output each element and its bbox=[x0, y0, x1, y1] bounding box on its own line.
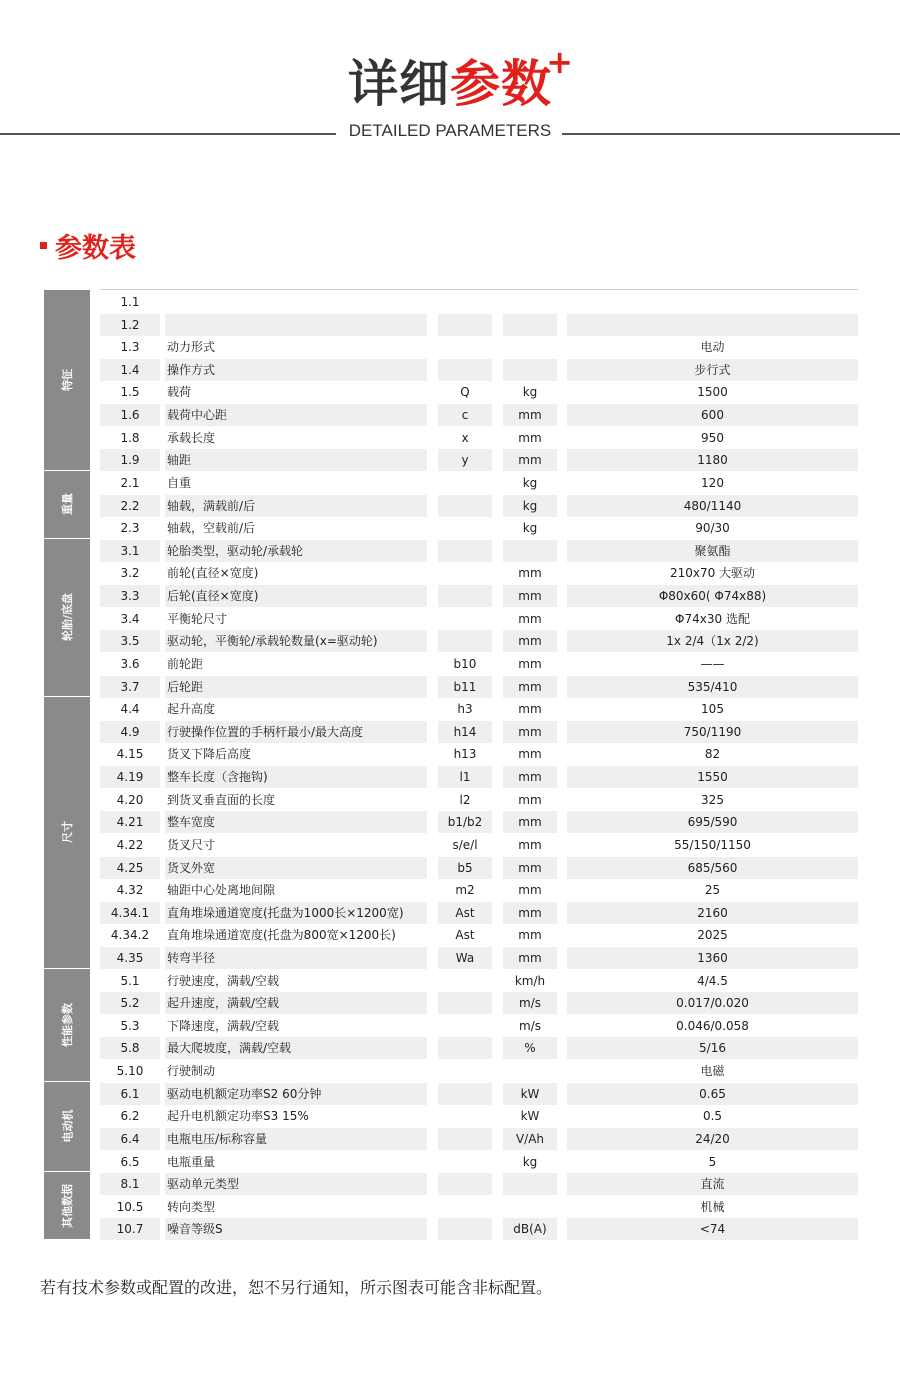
param-description-cell: 承载长度 bbox=[167, 430, 216, 445]
param-value-cell: 1180 bbox=[567, 449, 858, 471]
param-number-cell: 4.19 bbox=[100, 766, 160, 788]
table-top-rule bbox=[100, 289, 858, 290]
param-symbol-cell bbox=[438, 992, 492, 1014]
param-description-cell: 噪音等级S bbox=[165, 1218, 427, 1240]
category-block bbox=[44, 1172, 90, 1239]
param-symbol-cell bbox=[438, 608, 492, 630]
param-description-cell: 后轮距 bbox=[165, 676, 427, 698]
param-description-cell: 起升电机额定功率S3 15% bbox=[167, 1109, 309, 1124]
page-title bbox=[348, 43, 574, 116]
param-symbol-cell bbox=[438, 1218, 492, 1240]
table-row bbox=[100, 404, 858, 426]
param-number-cell: 4.34.2 bbox=[110, 928, 150, 943]
param-symbol-cell: x bbox=[461, 430, 469, 445]
param-value-cell: 25 bbox=[704, 883, 721, 898]
param-value-cell: 0.046/0.058 bbox=[676, 1018, 749, 1033]
param-number-cell: 3.6 bbox=[120, 656, 140, 671]
param-symbol-cell: Wa bbox=[438, 947, 492, 969]
param-unit-cell bbox=[503, 540, 557, 562]
param-value-cell: 82 bbox=[704, 747, 721, 762]
param-number-cell: 5.1 bbox=[120, 973, 140, 988]
param-symbol-cell bbox=[438, 1060, 492, 1082]
param-number-cell: 6.2 bbox=[120, 1109, 140, 1124]
param-symbol-cell bbox=[438, 1196, 492, 1218]
param-value-cell: 950 bbox=[701, 430, 724, 445]
param-description-cell: 驱动单元类型 bbox=[165, 1173, 427, 1195]
table-row bbox=[100, 698, 858, 720]
param-symbol-cell: h14 bbox=[438, 721, 492, 743]
table-row bbox=[100, 1083, 858, 1105]
table-row bbox=[100, 766, 858, 788]
table-row bbox=[100, 947, 858, 969]
category-label: 性能参数 bbox=[61, 1002, 74, 1047]
param-number-cell: 4.15 bbox=[116, 747, 144, 762]
param-symbol-cell bbox=[438, 1015, 492, 1037]
param-description-cell bbox=[165, 291, 427, 313]
param-value-cell: 直流 bbox=[567, 1173, 858, 1195]
param-value-cell: 1360 bbox=[567, 947, 858, 969]
param-symbol-cell: h13 bbox=[453, 747, 477, 762]
param-symbol-cell: Ast bbox=[455, 928, 475, 943]
param-number-cell: 1.9 bbox=[100, 449, 160, 471]
table-row bbox=[100, 902, 858, 924]
param-description-cell: 转弯半径 bbox=[165, 947, 427, 969]
param-symbol-cell bbox=[438, 291, 492, 313]
param-symbol-cell bbox=[438, 1037, 492, 1059]
param-description-cell: 电瓶电压/标称容量 bbox=[165, 1128, 427, 1150]
param-unit-cell: m/s bbox=[503, 992, 557, 1014]
param-unit-cell: kg bbox=[522, 385, 538, 400]
table-row bbox=[100, 789, 858, 811]
param-value-cell: 0.5 bbox=[702, 1109, 723, 1124]
table-row bbox=[100, 834, 858, 856]
category-block bbox=[44, 969, 90, 1081]
table-row bbox=[100, 562, 858, 584]
param-symbol-cell: b11 bbox=[438, 676, 492, 698]
param-unit-cell: mm bbox=[503, 585, 557, 607]
table-row bbox=[100, 1173, 858, 1195]
category-block bbox=[44, 1082, 90, 1171]
param-value-cell: 2025 bbox=[697, 928, 728, 943]
param-unit-cell: mm bbox=[518, 611, 542, 626]
param-unit-cell: kg bbox=[503, 495, 557, 517]
param-value-cell: <74 bbox=[567, 1218, 858, 1240]
param-unit-cell: kW bbox=[503, 1083, 557, 1105]
table-row bbox=[100, 1218, 858, 1240]
param-value-cell: 1x 2/4（1x 2/2) bbox=[567, 630, 858, 652]
param-unit-cell: km/h bbox=[514, 973, 546, 988]
param-number-cell: 4.34.1 bbox=[100, 902, 160, 924]
table-row bbox=[100, 495, 858, 517]
param-unit-cell: mm bbox=[503, 404, 557, 426]
param-description-cell: 轴载，满载前/后 bbox=[165, 495, 427, 517]
param-value-cell: 600 bbox=[567, 404, 858, 426]
param-description-cell: 电瓶重量 bbox=[167, 1154, 216, 1169]
param-description-cell: 货叉外宽 bbox=[165, 857, 427, 879]
category-label: 特征 bbox=[61, 368, 74, 391]
param-description-cell: 前轮距 bbox=[167, 656, 204, 671]
footer-note: 若有技术参数或配置的改进，恕不另行通知，所示图表可能含非标配置。 bbox=[40, 1278, 553, 1297]
param-unit-cell: mm bbox=[518, 928, 542, 943]
param-value-cell: 210x70 大驱动 bbox=[669, 566, 756, 581]
param-unit-cell: mm bbox=[503, 902, 557, 924]
param-description-cell: 载荷 bbox=[167, 385, 192, 400]
param-value-cell: 5/16 bbox=[567, 1037, 858, 1059]
param-unit-cell: % bbox=[503, 1037, 557, 1059]
param-value-cell: 695/590 bbox=[567, 811, 858, 833]
param-unit-cell: kW bbox=[520, 1109, 540, 1124]
param-symbol-cell: c bbox=[438, 404, 492, 426]
param-unit-cell bbox=[503, 1060, 557, 1082]
table-row bbox=[100, 585, 858, 607]
param-description-cell: 操作方式 bbox=[165, 359, 427, 381]
param-unit-cell: V/Ah bbox=[503, 1128, 557, 1150]
category-label: 轮胎/底盘 bbox=[61, 593, 74, 642]
plus-icon: + bbox=[546, 43, 574, 81]
param-unit-cell: mm bbox=[518, 656, 542, 671]
param-description-cell: 行驶操作位置的手柄杆最小/最大高度 bbox=[165, 721, 427, 743]
param-unit-cell: mm bbox=[518, 883, 542, 898]
param-unit-cell: mm bbox=[503, 676, 557, 698]
table-row bbox=[100, 992, 858, 1014]
param-unit-cell: mm bbox=[518, 792, 542, 807]
param-symbol-cell bbox=[438, 1128, 492, 1150]
table-row bbox=[100, 630, 858, 652]
param-value-cell: 55/150/1150 bbox=[674, 837, 751, 852]
param-symbol-cell: b10 bbox=[453, 656, 477, 671]
param-value-cell: 120 bbox=[701, 475, 724, 490]
param-description-cell: 整车宽度 bbox=[165, 811, 427, 833]
param-value-cell: 0.65 bbox=[567, 1083, 858, 1105]
param-unit-cell bbox=[503, 1173, 557, 1195]
category-label: 电动机 bbox=[61, 1109, 74, 1143]
param-description-cell: 行驶速度，满载/空载 bbox=[167, 973, 280, 988]
table-row bbox=[100, 653, 858, 675]
param-number-cell: 1.4 bbox=[100, 359, 160, 381]
param-symbol-cell bbox=[438, 970, 492, 992]
param-symbol-cell bbox=[438, 314, 492, 336]
param-description-cell: 转向类型 bbox=[167, 1199, 216, 1214]
param-symbol-cell: m2 bbox=[455, 883, 475, 898]
param-description-cell: 载荷中心距 bbox=[165, 404, 427, 426]
title-dark-part: 详细 bbox=[348, 55, 450, 113]
table-row bbox=[100, 291, 858, 313]
param-value-cell: 685/560 bbox=[567, 857, 858, 879]
param-unit-cell bbox=[503, 291, 557, 313]
param-number-cell: 3.4 bbox=[120, 611, 140, 626]
table-row bbox=[100, 1015, 858, 1037]
param-description-cell: 到货叉垂直面的长度 bbox=[167, 792, 276, 807]
table-row bbox=[100, 608, 858, 630]
table-row bbox=[100, 1060, 858, 1082]
param-symbol-cell: Q bbox=[460, 385, 470, 400]
param-description-cell: 前轮(直径×宽度) bbox=[167, 566, 259, 581]
table-row bbox=[100, 1128, 858, 1150]
table-row bbox=[100, 540, 858, 562]
param-description-cell: 驱动电机额定功率S2 60分钟 bbox=[165, 1083, 427, 1105]
page-header bbox=[0, 43, 900, 116]
param-number-cell: 10.5 bbox=[116, 1199, 144, 1214]
param-value-cell: Φ74x30 选配 bbox=[675, 611, 750, 626]
table-row bbox=[100, 676, 858, 698]
param-unit-cell bbox=[503, 314, 557, 336]
param-description-cell: 轮胎类型，驱动轮/承载轮 bbox=[165, 540, 427, 562]
param-symbol-cell bbox=[438, 630, 492, 652]
param-number-cell: 1.3 bbox=[120, 340, 140, 355]
param-value-cell: 750/1190 bbox=[567, 721, 858, 743]
param-symbol-cell bbox=[438, 1083, 492, 1105]
table-row bbox=[100, 472, 858, 494]
param-number-cell: 6.4 bbox=[100, 1128, 160, 1150]
param-number-cell: 4.9 bbox=[100, 721, 160, 743]
param-symbol-cell bbox=[438, 562, 492, 584]
param-symbol-cell bbox=[438, 1173, 492, 1195]
param-unit-cell: mm bbox=[503, 857, 557, 879]
param-unit-cell: mm bbox=[518, 566, 542, 581]
category-label: 重量 bbox=[61, 493, 74, 516]
param-unit-cell: mm bbox=[503, 766, 557, 788]
param-symbol-cell bbox=[438, 517, 492, 539]
param-description-cell: 货叉尺寸 bbox=[167, 837, 216, 852]
param-number-cell: 1.6 bbox=[100, 404, 160, 426]
param-number-cell: 5.3 bbox=[120, 1018, 140, 1033]
param-value-cell: Φ80x60( Φ74x88) bbox=[567, 585, 858, 607]
table-row bbox=[100, 336, 858, 358]
table-row bbox=[100, 314, 858, 336]
param-value-cell: 步行式 bbox=[567, 359, 858, 381]
param-symbol-cell bbox=[438, 540, 492, 562]
section-heading bbox=[40, 226, 136, 265]
param-description-cell: 直角堆垛通道宽度(托盘为1000长×1200宽) bbox=[165, 902, 427, 924]
param-symbol-cell: Ast bbox=[438, 902, 492, 924]
param-number-cell: 5.10 bbox=[116, 1064, 144, 1079]
param-unit-cell bbox=[503, 359, 557, 381]
param-value-cell bbox=[567, 314, 858, 336]
param-number-cell: 1.2 bbox=[100, 314, 160, 336]
param-value-cell: 电磁 bbox=[700, 1064, 725, 1079]
param-symbol-cell: h3 bbox=[457, 702, 473, 717]
param-unit-cell: dB(A) bbox=[503, 1218, 557, 1240]
param-number-cell: 5.8 bbox=[100, 1037, 160, 1059]
param-description-cell: 下降速度，满载/空载 bbox=[167, 1018, 280, 1033]
param-number-cell: 1.5 bbox=[120, 385, 140, 400]
param-description-cell: 后轮(直径×宽度) bbox=[165, 585, 427, 607]
param-unit-cell: m/s bbox=[519, 1018, 541, 1033]
param-number-cell: 6.5 bbox=[120, 1154, 140, 1169]
table-row bbox=[100, 857, 858, 879]
param-value-cell: 2160 bbox=[567, 902, 858, 924]
param-symbol-cell bbox=[438, 336, 492, 358]
table-row bbox=[100, 427, 858, 449]
param-description-cell: 驱动轮，平衡轮/承载轮数量(x=驱动轮) bbox=[165, 630, 427, 652]
param-value-cell: 535/410 bbox=[567, 676, 858, 698]
category-label: 其他数据 bbox=[61, 1183, 74, 1228]
param-symbol-cell: y bbox=[438, 449, 492, 471]
table-row bbox=[100, 517, 858, 539]
param-number-cell: 4.35 bbox=[100, 947, 160, 969]
param-description-cell: 轴距 bbox=[165, 449, 427, 471]
param-unit-cell: mm bbox=[518, 702, 542, 717]
param-number-cell: 4.22 bbox=[116, 837, 144, 852]
param-number-cell: 5.2 bbox=[100, 992, 160, 1014]
param-description-cell: 轴载，空载前/后 bbox=[167, 521, 256, 536]
param-symbol-cell: l2 bbox=[459, 792, 471, 807]
table-row bbox=[100, 1105, 858, 1127]
param-description-cell: 起升速度，满载/空载 bbox=[165, 992, 427, 1014]
param-number-cell: 8.1 bbox=[100, 1173, 160, 1195]
param-number-cell: 4.4 bbox=[120, 702, 140, 717]
param-unit-cell: kg bbox=[522, 1154, 538, 1169]
param-unit-cell: mm bbox=[503, 947, 557, 969]
param-value-cell: 4/4.5 bbox=[697, 973, 728, 988]
param-value-cell: 24/20 bbox=[567, 1128, 858, 1150]
table-row bbox=[100, 359, 858, 381]
param-description-cell bbox=[165, 314, 427, 336]
param-value-cell: 5 bbox=[708, 1154, 717, 1169]
param-description-cell: 货叉下降后高度 bbox=[167, 747, 252, 762]
param-symbol-cell: l1 bbox=[438, 766, 492, 788]
param-description-cell: 起升高度 bbox=[167, 702, 216, 717]
param-symbol-cell bbox=[438, 1151, 492, 1173]
table-row bbox=[100, 449, 858, 471]
param-value-cell: 0.017/0.020 bbox=[567, 992, 858, 1014]
section-title: 参数表 bbox=[55, 233, 136, 264]
param-unit-cell: mm bbox=[503, 449, 557, 471]
param-number-cell: 4.20 bbox=[116, 792, 144, 807]
param-symbol-cell bbox=[438, 472, 492, 494]
title-red-part: 参数 bbox=[450, 55, 552, 113]
table-row bbox=[100, 381, 858, 403]
param-unit-cell: mm bbox=[518, 747, 542, 762]
table-row bbox=[100, 721, 858, 743]
param-number-cell: 2.3 bbox=[120, 521, 140, 536]
param-number-cell: 1.8 bbox=[120, 430, 140, 445]
param-number-cell: 3.5 bbox=[100, 630, 160, 652]
category-block bbox=[44, 697, 90, 967]
param-number-cell: 3.2 bbox=[120, 566, 140, 581]
param-value-cell: 480/1140 bbox=[567, 495, 858, 517]
param-symbol-cell bbox=[438, 359, 492, 381]
param-description-cell: 最大爬坡度，满载/空载 bbox=[165, 1037, 427, 1059]
param-value-cell: 325 bbox=[701, 792, 724, 807]
param-symbol-cell bbox=[438, 1105, 492, 1127]
param-value-cell: 1550 bbox=[567, 766, 858, 788]
square-bullet-icon bbox=[40, 242, 47, 249]
param-value-cell: 90/30 bbox=[695, 521, 730, 536]
param-value-cell: 1500 bbox=[697, 385, 728, 400]
param-description-cell: 平衡轮尺寸 bbox=[167, 611, 228, 626]
param-description-cell: 轴距中心处离地间隙 bbox=[167, 883, 276, 898]
param-unit-cell: mm bbox=[503, 811, 557, 833]
param-symbol-cell: b5 bbox=[438, 857, 492, 879]
param-symbol-cell: b1/b2 bbox=[438, 811, 492, 833]
param-value-cell: 聚氨酯 bbox=[567, 540, 858, 562]
param-number-cell: 10.7 bbox=[100, 1218, 160, 1240]
param-number-cell: 3.7 bbox=[100, 676, 160, 698]
table-row bbox=[100, 1151, 858, 1173]
param-value-cell bbox=[567, 291, 858, 313]
table-row bbox=[100, 879, 858, 901]
category-block bbox=[44, 290, 90, 470]
param-number-cell: 4.25 bbox=[100, 857, 160, 879]
param-number-cell: 2.2 bbox=[100, 495, 160, 517]
param-unit-cell: mm bbox=[518, 430, 542, 445]
table-row bbox=[100, 743, 858, 765]
param-number-cell: 2.1 bbox=[120, 475, 140, 490]
category-label: 尺寸 bbox=[61, 821, 74, 844]
param-description-cell: 行驶制动 bbox=[167, 1064, 216, 1079]
param-symbol-cell bbox=[438, 585, 492, 607]
param-unit-cell bbox=[503, 1196, 557, 1218]
param-description-cell: 整车长度（含拖钩) bbox=[165, 766, 427, 788]
param-number-cell: 4.21 bbox=[100, 811, 160, 833]
param-value-cell: 电动 bbox=[700, 340, 725, 355]
table-row bbox=[100, 1037, 858, 1059]
param-number-cell: 4.32 bbox=[116, 883, 144, 898]
param-number-cell: 3.3 bbox=[100, 585, 160, 607]
param-description-cell: 自重 bbox=[167, 475, 192, 490]
param-unit-cell: kg bbox=[522, 521, 538, 536]
table-row bbox=[100, 970, 858, 992]
param-unit-cell: mm bbox=[503, 630, 557, 652]
param-number-cell: 3.1 bbox=[100, 540, 160, 562]
param-unit-cell: mm bbox=[503, 721, 557, 743]
param-description-cell: 动力形式 bbox=[167, 340, 216, 355]
param-number-cell: 6.1 bbox=[100, 1083, 160, 1105]
param-unit-cell: kg bbox=[522, 475, 538, 490]
param-value-cell: —— bbox=[700, 656, 725, 671]
param-unit-cell bbox=[503, 336, 557, 358]
param-number-cell: 1.1 bbox=[120, 295, 140, 309]
param-unit-cell: mm bbox=[518, 837, 542, 852]
param-description-cell: 直角堆垛通道宽度(托盘为800宽×1200长) bbox=[167, 928, 396, 943]
param-symbol-cell bbox=[438, 495, 492, 517]
param-symbol-cell: s/e/l bbox=[452, 837, 478, 852]
page-subtitle: DETAILED PARAMETERS bbox=[348, 121, 552, 140]
table-row bbox=[100, 1196, 858, 1218]
category-block bbox=[44, 471, 90, 538]
category-block bbox=[44, 539, 90, 696]
param-value-cell: 机械 bbox=[700, 1199, 725, 1214]
param-value-cell: 105 bbox=[701, 702, 724, 717]
table-row bbox=[100, 811, 858, 833]
table-row bbox=[100, 924, 858, 946]
